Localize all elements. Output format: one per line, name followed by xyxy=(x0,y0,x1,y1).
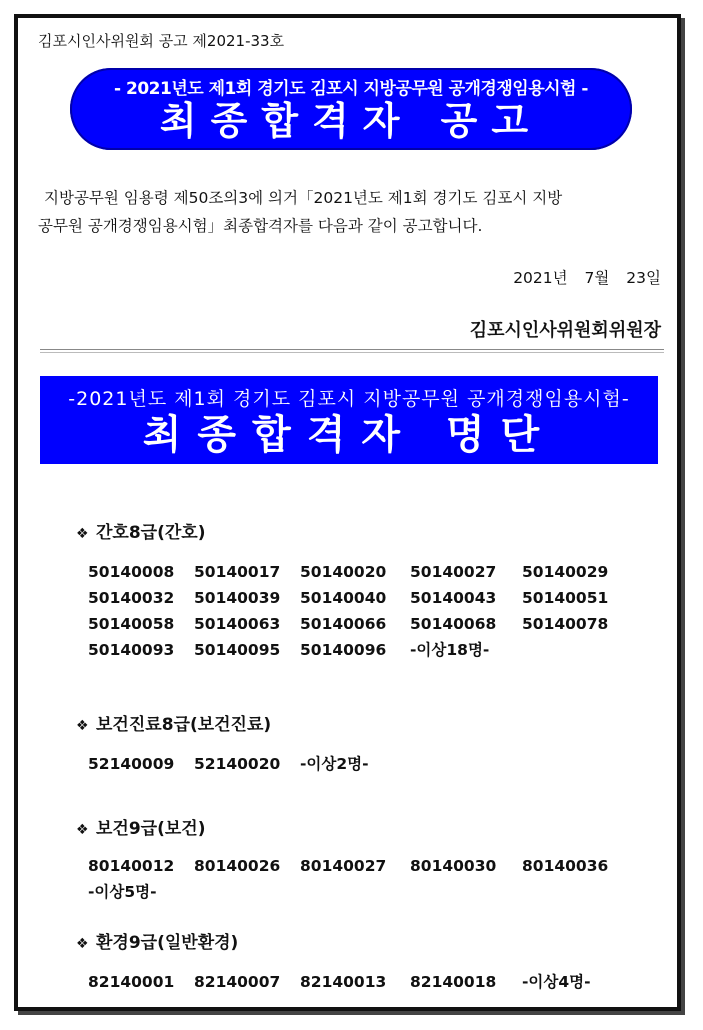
candidate-number: 80140027 xyxy=(300,857,387,875)
passer-count: -이상18명- xyxy=(410,641,490,659)
candidate-number: 50140027 xyxy=(410,563,497,581)
candidate-number: 52140009 xyxy=(88,755,175,773)
diamond-bullet-icon: ❖ xyxy=(76,822,89,838)
intro-paragraph xyxy=(38,184,668,240)
banner-subtitle: -2021년도 제1회 경기도 김포시 지방공무원 공개경쟁임용시험- xyxy=(68,388,630,410)
section-environment xyxy=(76,930,238,956)
passer-count: -이상4명- xyxy=(522,973,591,991)
candidate-number: 50140017 xyxy=(194,563,281,581)
candidate-number: 82140013 xyxy=(300,973,387,991)
candidate-number: 50140008 xyxy=(88,563,175,581)
passer-count: -이상5명- xyxy=(88,883,157,901)
candidate-number: 50140043 xyxy=(410,589,497,607)
section-heading: ❖ 환경9급(일반환경) xyxy=(76,930,238,956)
section-heading: ❖ 간호8급(간호) xyxy=(76,520,205,546)
signer: 김포시인사위원회위원장 xyxy=(469,320,661,341)
section-health xyxy=(76,816,205,842)
candidate-number: 50140020 xyxy=(300,563,387,581)
intro-line-2: 공무원 공개경쟁임용시험」최종합격자를 다음과 같이 공고합니다. xyxy=(38,217,483,235)
candidate-number: 50140096 xyxy=(300,641,387,659)
candidate-number: 82140018 xyxy=(410,973,497,991)
passer-count: -이상2명- xyxy=(300,755,369,773)
candidate-number: 82140001 xyxy=(88,973,175,991)
divider-shadow xyxy=(40,352,664,353)
candidate-number: 50140078 xyxy=(522,615,609,633)
candidate-number: 50140063 xyxy=(194,615,281,633)
section-health-clinic xyxy=(76,712,271,738)
candidate-number: 82140007 xyxy=(194,973,281,991)
pill-title: 최종합격자 공고 xyxy=(159,99,543,143)
section-nursing xyxy=(76,520,205,546)
candidate-number: 52140020 xyxy=(194,755,281,773)
announcement-date: 2021년 7월 23일 xyxy=(513,269,661,287)
candidate-number: 50140095 xyxy=(194,641,281,659)
document-number: 김포시인사위원회 공고 제2021-33호 xyxy=(38,32,285,50)
diamond-bullet-icon: ❖ xyxy=(76,936,89,952)
pill-subtitle: - 2021년도 제1회 경기도 김포시 지방공무원 공개경쟁임용시험 - xyxy=(114,79,588,99)
section-heading: ❖ 보건진료8급(보건진료) xyxy=(76,712,271,738)
candidate-number: 80140026 xyxy=(194,857,281,875)
candidate-number: 50140058 xyxy=(88,615,175,633)
candidate-number: 50140032 xyxy=(88,589,175,607)
banner-title: 최종합격자 명단 xyxy=(142,412,556,458)
candidate-number: 50140051 xyxy=(522,589,609,607)
candidate-number: 80140012 xyxy=(88,857,175,875)
candidate-number: 50140040 xyxy=(300,589,387,607)
divider xyxy=(40,349,664,350)
diamond-bullet-icon: ❖ xyxy=(76,718,89,734)
title-pill xyxy=(70,68,632,150)
candidate-number: 80140036 xyxy=(522,857,609,875)
list-banner xyxy=(40,376,658,464)
intro-line-1: 지방공무원 임용령 제50조의3에 의거「2021년도 제1회 경기도 김포시 지방 xyxy=(44,189,563,207)
candidate-number: 50140029 xyxy=(522,563,609,581)
candidate-number: 80140030 xyxy=(410,857,497,875)
candidate-number: 50140066 xyxy=(300,615,387,633)
section-heading: ❖ 보건9급(보건) xyxy=(76,816,205,842)
candidate-number: 50140093 xyxy=(88,641,175,659)
candidate-number: 50140039 xyxy=(194,589,281,607)
diamond-bullet-icon: ❖ xyxy=(76,526,89,542)
candidate-number: 50140068 xyxy=(410,615,497,633)
